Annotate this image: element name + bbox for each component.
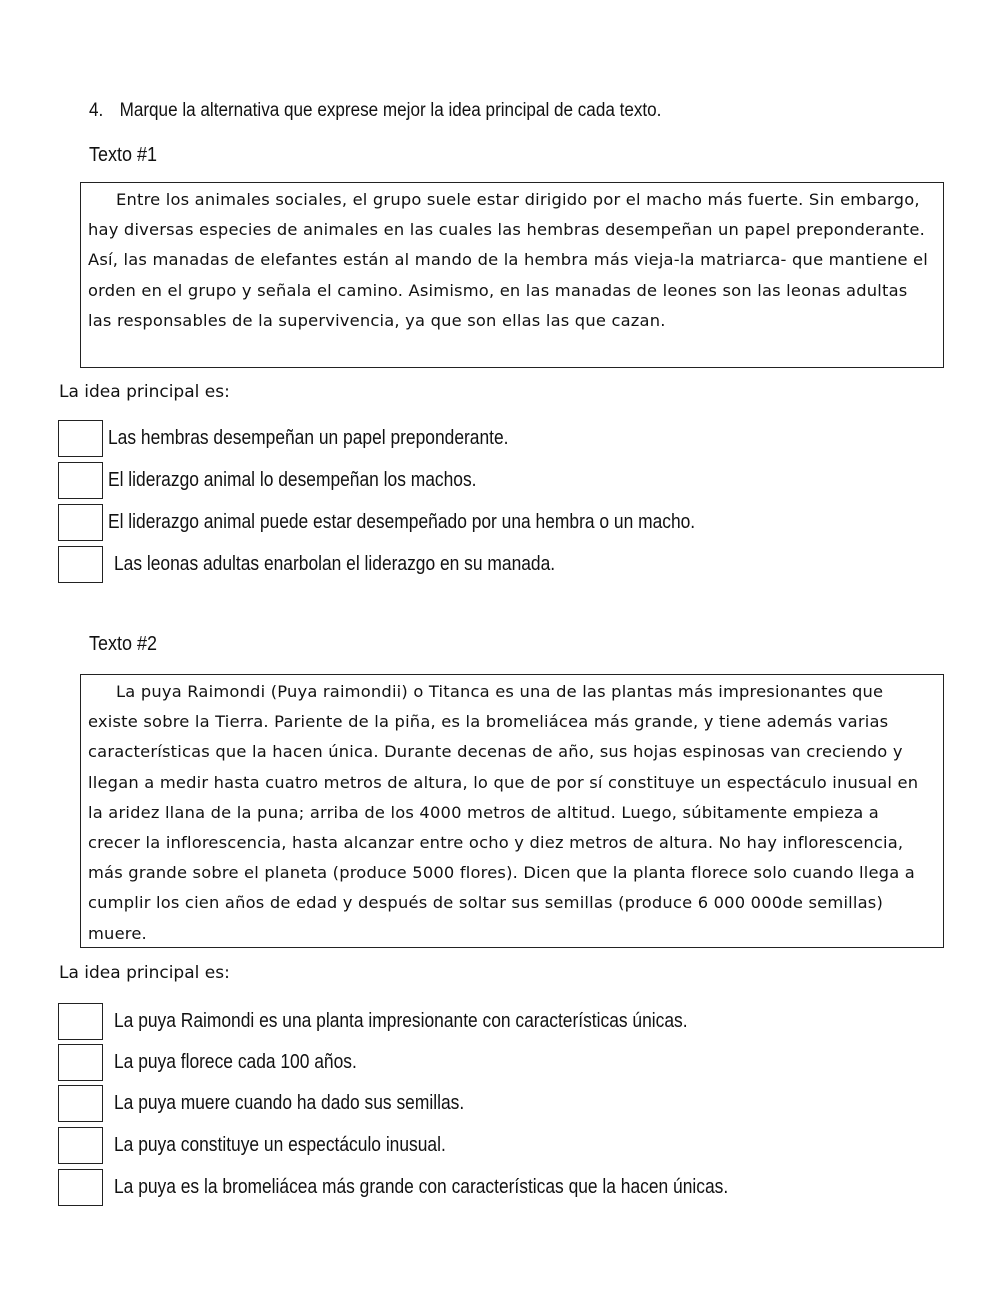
question-text: Marque la alternativa que exprese mejor la idea principal de cada texto. (119, 100, 662, 121)
section-1-prompt: La idea principal es: (59, 382, 230, 402)
section-2-option-3[interactable] (58, 1084, 516, 1122)
option-checkbox[interactable] (58, 462, 103, 499)
section-2-prompt: La idea principal es: (59, 963, 230, 983)
option-checkbox[interactable] (58, 1044, 103, 1081)
option-label: La puya constituye un espectáculo inusual. (114, 1133, 446, 1156)
option-checkbox[interactable] (58, 1169, 103, 1206)
option-checkbox[interactable] (58, 1003, 103, 1040)
question-heading (89, 100, 661, 122)
option-label: El liderazgo animal puede estar desempeñado por una hembra o un macho. (108, 510, 696, 533)
section-1-title: Texto #1 (89, 144, 158, 166)
question-number: 4. (89, 100, 104, 121)
option-label: Las hembras desempeñan un papel preponderante. (108, 426, 509, 449)
option-checkbox[interactable] (58, 504, 103, 541)
option-label: La puya Raimondi es una planta impresionante con características únicas. (114, 1009, 688, 1032)
section-1-text-box (80, 182, 944, 368)
section-1-option-4[interactable] (58, 545, 621, 583)
option-label: La puya florece cada 100 años. (114, 1050, 357, 1073)
option-checkbox[interactable] (58, 1085, 103, 1122)
section-2-option-4[interactable] (58, 1126, 495, 1164)
option-checkbox[interactable] (58, 1127, 103, 1164)
section-1-option-1[interactable] (58, 419, 568, 457)
section-1-option-3[interactable] (58, 503, 783, 541)
option-label: La puya es la bromeliácea más grande con características que la hacen únicas. (114, 1175, 729, 1198)
section-2-option-1[interactable] (58, 1002, 773, 1040)
option-checkbox[interactable] (58, 420, 103, 457)
option-label: La puya muere cuando ha dado sus semillas. (114, 1091, 465, 1114)
section-1-option-2[interactable] (58, 461, 532, 499)
section-2-paragraph: La puya Raimondi (Puya raimondii) o Titanca es una de las plantas más impresionantes que existe sobre la Tierra. Pariente de la piña, es la bromeliácea más grande, y tiene además varias características que la hacen única. Durante decenas de año, sus hojas espinosas van creciendo y llegan a medir hasta cuatro metros de altura, lo que de por sí constituye un espectáculo inusual en la aridez llana de la puna; arriba de los 4000 metros de altitud. Luego, súbitamente empieza a crecer la inflorescencia, hasta alcanzar entre ocho y diez metros de altura. No hay inflorescencia, más grande sobre el planeta (produce 5000 flores). Dicen que la planta florece solo cuando llega a cumplir los cien años de edad y después de soltar sus semillas (produce 6 000 000de semillas) muere. (88, 682, 919, 943)
option-checkbox[interactable] (58, 546, 103, 583)
section-2-text-box (80, 674, 944, 948)
section-2-option-5[interactable] (58, 1168, 820, 1206)
section-2-option-2[interactable] (58, 1043, 393, 1081)
option-label: Las leonas adultas enarbolan el liderazgo en su manada. (114, 552, 556, 575)
option-label: El liderazgo animal lo desempeñan los machos. (108, 468, 477, 491)
section-1-paragraph: Entre los animales sociales, el grupo suele estar dirigido por el macho más fuerte. Sin embargo, hay diversas especies de animales en las cuales las hembras desempeñan un papel preponderante. Así, las manadas de elefantes están al mando de la hembra más vieja-la matriarca- que mantiene el orden en el grupo y señala el camino. Asimismo, en las manadas de leones son las leonas adultas las responsables de la supervivencia, ya que son ellas las que cazan. (88, 190, 928, 330)
section-2-title: Texto #2 (89, 633, 158, 655)
